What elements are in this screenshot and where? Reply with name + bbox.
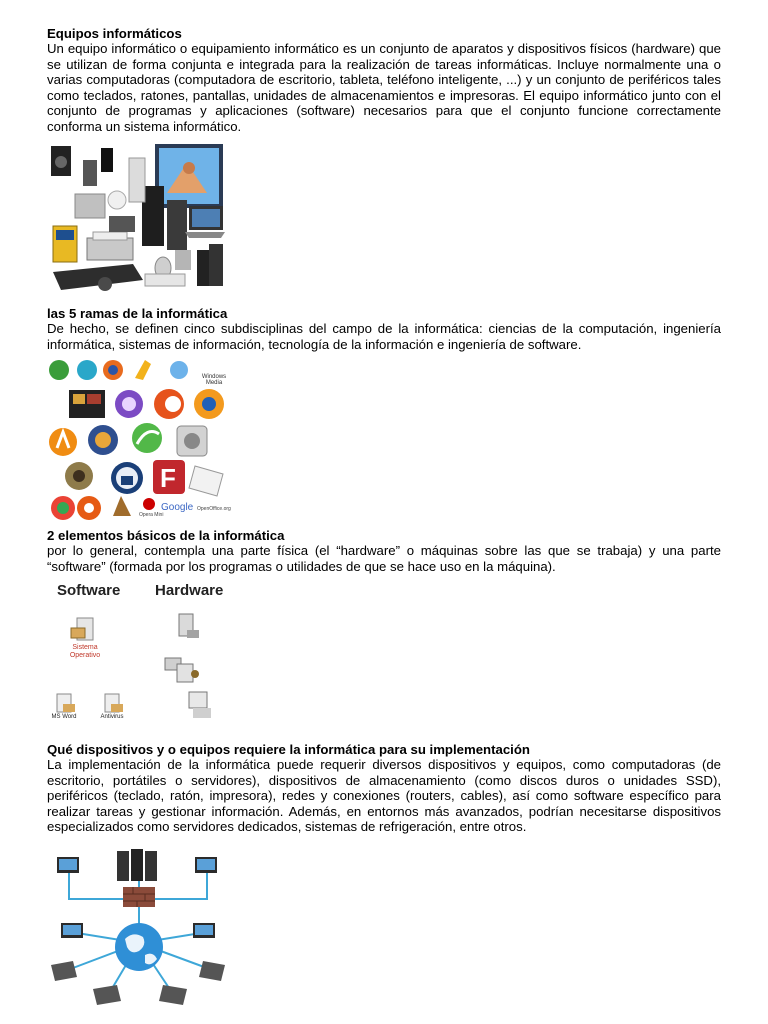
software-icons-image — [47, 356, 233, 522]
opera-label: Opera Mini — [139, 512, 164, 518]
paragraph-equipos-informaticos: Un equipo informático o equipamiento informático es un conjunto de aparatos y dispositivos físicos (hardware) que se utilizan de forma conjunta e integrada para la realización de tareas informáticas. Incluye normalmente una o varias computadoras (computadora de escritorio, tableta, teléfono inteligente, ...) y un conjunto de periféricos tales como teclados, ratones, pantallas, unidades de almacenamientos e impresoras. El equipo informático junto con el conjunto de programas y aplicaciones (software) necesarios para que el conjunto funcione correctamente conforma un sistema informático. — [47, 41, 721, 134]
network-diagram-image — [47, 847, 229, 1007]
software-hardware-diagram — [47, 578, 227, 736]
hardware-title: Hardware — [155, 582, 224, 599]
heading-elementos-basicos: 2 elementos básicos de la informática — [47, 528, 285, 543]
os-label: Sistema Operativo — [69, 644, 101, 659]
paragraph-elementos-basicos: por lo general, contempla una parte física (el “hardware” o máquinas sobre las que se trabaja) y una parte “software” (formada por los programas o utilidades de que se hace uso en la máquina). — [47, 543, 721, 574]
document-page — [47, 26, 721, 1013]
network-pc-icon — [165, 658, 199, 682]
software-title: Software — [57, 582, 121, 599]
antivirus-label: Antivirus — [100, 714, 124, 720]
paragraph-ramas-informatica: De hecho, se definen cinco subdisciplinas del campo de la informática: ciencias de la computación, ingeniería informática, sistemas de información, tecnología de la información e ingeniería de software. — [47, 321, 721, 352]
pc-icon — [189, 692, 211, 718]
openoffice-label: OpenOffice.org — [197, 506, 231, 512]
word-label: MS Word — [51, 714, 77, 720]
server-icon — [179, 614, 199, 638]
heading-equipos-informaticos: Equipos informáticos — [47, 26, 182, 41]
windows-media-label: Windows Media — [201, 374, 227, 386]
paragraph-dispositivos-equipos: La implementación de la informática puede requerir diversos dispositivos y equipos, como computadoras (de escritorio, portátiles o servidores), dispositivos de almacenamiento (como discos duros o unidades SSD), periféricos (teclado, ratón, impresora), redes y conexiones (routers, cables), así como software específico para realizar tareas y gestionar información. Además, en entornos más avanzados, podrían necesitarse dispositivos especializados como servidores dedicados, sistemas de refrigeración, entre otros. — [47, 757, 721, 834]
heading-dispositivos-equipos: Qué dispositivos y o equipos requiere la informática para su implementación — [47, 742, 530, 757]
antivirus-icon — [105, 694, 123, 712]
os-icon — [71, 618, 93, 640]
google-label: Google — [161, 502, 194, 513]
svg-text:F: F — [160, 463, 176, 493]
hardware-collage-image — [47, 138, 227, 300]
word-icon — [57, 694, 75, 712]
heading-ramas-informatica: las 5 ramas de la informática — [47, 306, 228, 321]
